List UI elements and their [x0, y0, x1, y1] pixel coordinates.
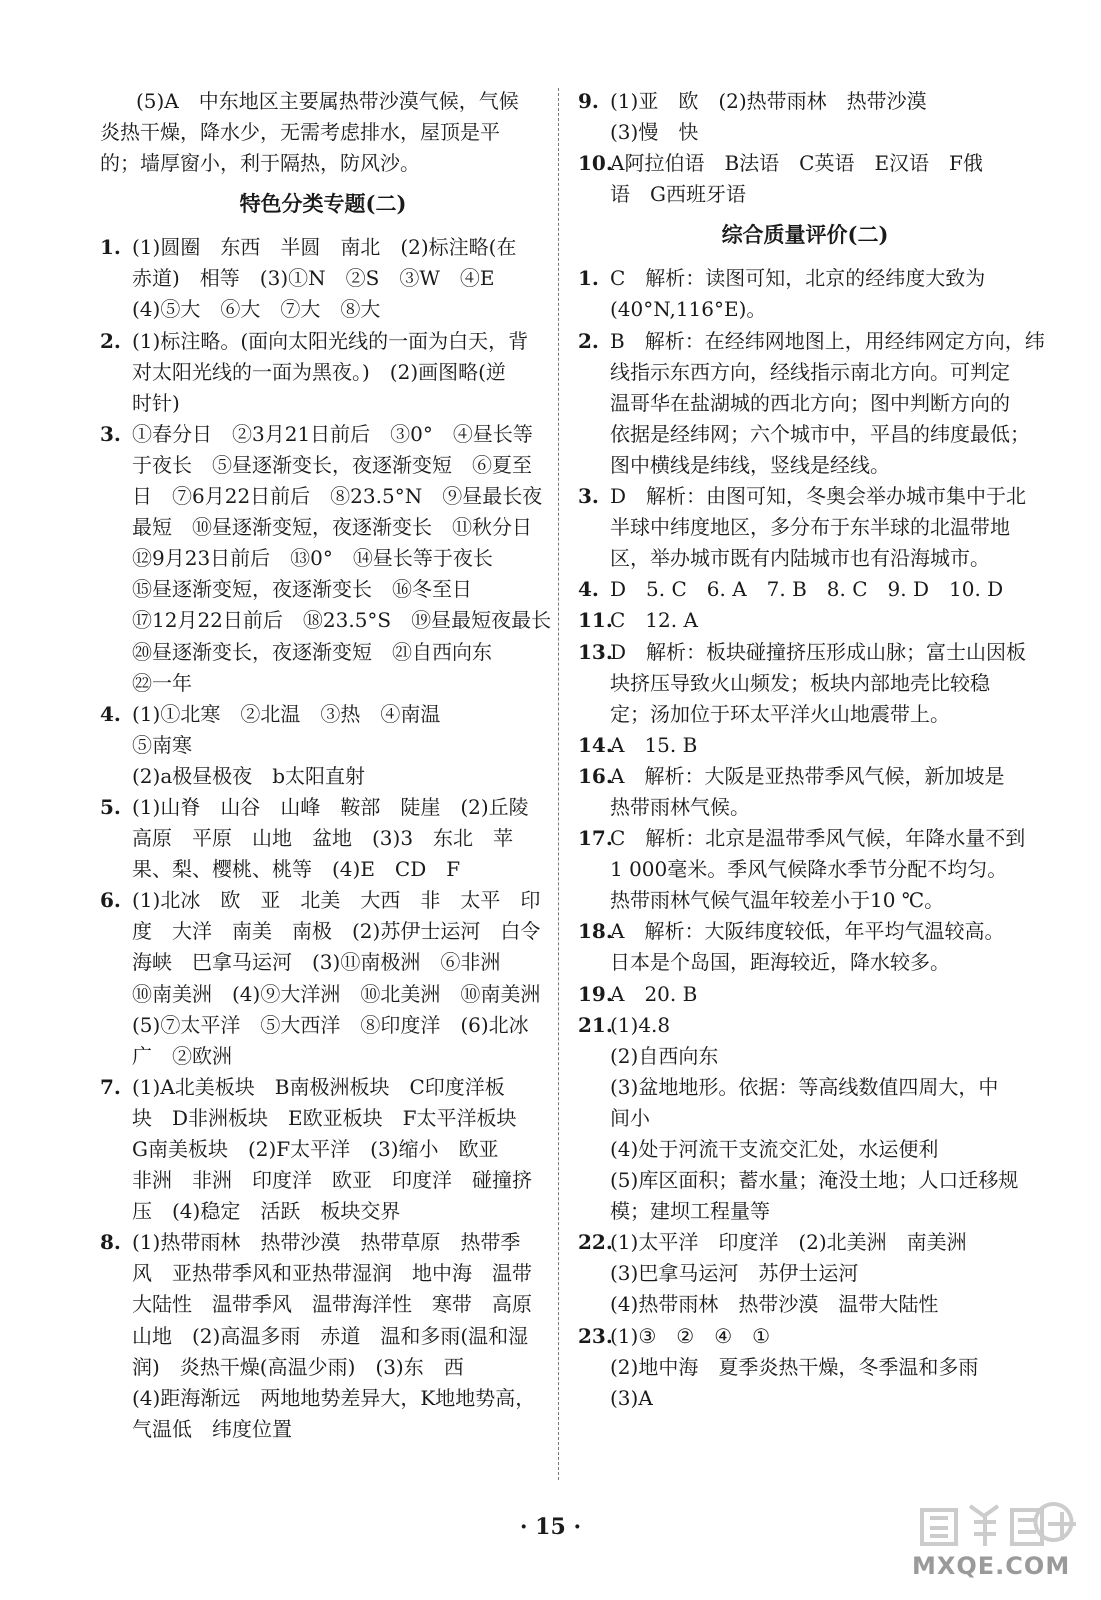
question-number: 17. [578, 826, 613, 851]
answer-line: 温哥华在盐湖城的西北方向；图中判断方向的 [610, 390, 1010, 415]
answer-item [578, 481, 1032, 574]
answer-line: (1)③ ② ④ ① [610, 1323, 771, 1348]
answer-item [578, 823, 1032, 916]
answer-line: 对太阳光线的一面为黑夜。) (2)画图略(逆 [132, 359, 506, 384]
answer-line: ⑰12月22日前后 ⑱23.5°S ⑲昼最短夜最长 [132, 608, 552, 633]
answer-line: A 解析：大阪纬度较低，年平均气温较高。 [610, 919, 1005, 944]
answer-line: 的；墙厚窗小，利于隔热，防风沙。 [100, 151, 420, 176]
answer-line: (1)太平洋 印度洋 (2)北美洲 南美洲 [610, 1230, 967, 1255]
answer-item [578, 979, 1032, 1010]
answer-line: C 解析：北京是温带季风气候，年降水量不到 [610, 826, 1026, 851]
question-number: 14. [578, 732, 613, 757]
answer-line: 块 D非洲板块 E欧亚板块 F太平洋板块 [132, 1105, 517, 1130]
answer-line: 海峡 巴拿马运河 (3)⑪南极洲 ⑥非洲 [132, 950, 501, 975]
question-number: 19. [578, 981, 613, 1006]
answer-line: ⑳昼逐渐变长，夜逐渐变短 ㉑自西向东 [132, 639, 492, 664]
answer-line: 模；建坝工程量等 [610, 1199, 770, 1224]
answer-line: (1)圆圈 东西 半圆 南北 (2)标注略(在 [132, 235, 517, 260]
answer-item [578, 263, 1032, 325]
question-number: 4. [578, 577, 599, 602]
answer-line: (4)⑤大 ⑥大 ⑦大 ⑧大 [132, 297, 381, 322]
answer-item [578, 148, 1032, 210]
answer-item [578, 574, 1032, 605]
answer-line: 语 G西班牙语 [610, 182, 746, 207]
answer-item [100, 1072, 546, 1227]
answer-line: 于夜长 ⑤昼逐渐变长，夜逐渐变短 ⑥夏至 [132, 452, 532, 477]
answer-line: 间小 [610, 1105, 650, 1130]
answer-item-continued [100, 86, 546, 179]
question-number: 8. [100, 1230, 121, 1255]
question-number: 2. [100, 328, 121, 353]
answer-line: D 解析：板块碰撞挤压形成山脉；富士山因板 [610, 639, 1027, 664]
answer-item [100, 1227, 546, 1445]
answer-line: G南美板块 (2)F太平洋 (3)缩小 欧亚 [132, 1137, 499, 1161]
answer-line: (1)亚 欧 (2)热带雨林 热带沙漠 [610, 89, 927, 113]
question-number: 7. [100, 1074, 121, 1099]
answer-item [578, 1321, 1032, 1414]
answer-line: (1)A北美板块 B南极洲板块 C印度洋板 [132, 1074, 505, 1099]
answer-line: 热带雨林气候。 [610, 794, 750, 819]
question-number: 22. [578, 1230, 613, 1255]
question-number: 11. [578, 608, 613, 633]
answer-line: (40°N,116°E)。 [610, 297, 767, 322]
answer-line: (2)a极昼极夜 b太阳直射 [132, 763, 366, 788]
answer-line: (3)盆地地形。依据：等高线数值四周大，中 [610, 1074, 999, 1099]
question-number: 5. [100, 794, 121, 819]
answer-line: C 12. A [610, 608, 698, 633]
answer-line: (5)库区面积；蓄水量；淹没土地；人口迁移规 [610, 1168, 1019, 1193]
answer-line: D 解析：由图可知，冬奥会举办城市集中于北 [610, 484, 1027, 509]
answer-line: 非洲 非洲 印度洋 欧亚 印度洋 碰撞挤 [132, 1168, 532, 1193]
question-number: 3. [100, 421, 121, 446]
answer-line: D 5. C 6. A 7. B 8. C 9. D 10. D [610, 577, 1004, 602]
section-heading: 综合质量评价(二) [721, 222, 889, 248]
answer-line: (5)A 中东地区主要属热带沙漠气候，气候 [136, 89, 519, 113]
answer-line: (4)距海渐远 两地地势差异大，K地地势高， [132, 1385, 536, 1410]
answer-line: ①春分日 ②3月21日前后 ③0° ④昼长等 [132, 421, 533, 446]
column-divider [558, 88, 559, 1480]
answer-line: 块挤压导致火山频发；板块内部地壳比较稳 [610, 670, 990, 695]
answer-item [578, 1010, 1032, 1228]
question-number: 18. [578, 919, 613, 944]
answer-line: 赤道) 相等 (3)①N ②S ③W ④E [132, 266, 495, 291]
answer-line: (1)北冰 欧 亚 北美 大西 非 太平 印 [132, 888, 541, 913]
watermark-text: MXQE.COM [912, 1552, 1071, 1580]
answer-line: 1 000毫米。季风气候降水季节分配不均匀。 [610, 857, 1008, 882]
answer-line: 山地 (2)高温多雨 赤道 温和多雨(温和湿 [132, 1323, 529, 1348]
answer-line: (1)4.8 [610, 1012, 671, 1037]
question-number: 21. [578, 1012, 613, 1037]
answer-item [100, 419, 552, 699]
answer-line: (4)热带雨林 热带沙漠 温带大陆性 [610, 1292, 939, 1317]
answer-line: A阿拉伯语 B法语 C英语 E汉语 F俄 [610, 151, 983, 176]
answer-line: 时针) [132, 390, 180, 415]
answer-line: 最短 ⑩昼逐渐变短，夜逐渐变长 ⑪秋分日 [132, 515, 532, 540]
answer-line: A 解析：大阪是亚热带季风气候，新加坡是 [610, 763, 1005, 788]
answer-line: (3)A [610, 1385, 653, 1410]
answer-line: 依据是经纬网；六个城市中，平昌的纬度最低； [610, 421, 1030, 446]
section-heading: 特色分类专题(二) [239, 191, 407, 217]
answer-item [578, 730, 1032, 761]
answer-line: C 解析：读图可知，北京的经纬度大致为 [610, 266, 986, 291]
answer-line: (1)①北寒 ②北温 ③热 ④南温 [132, 701, 441, 726]
answer-line: (5)⑦太平洋 ⑤大西洋 ⑧印度洋 (6)北冰 [132, 1012, 529, 1037]
answer-line: 区，举办城市既有内陆城市也有沿海城市。 [610, 546, 990, 571]
answer-line: (2)自西向东 [610, 1043, 719, 1068]
answer-line: 热带雨林气候气温年较差小于10 ℃。 [610, 888, 945, 913]
answer-item [100, 326, 546, 419]
question-number: 3. [578, 484, 599, 509]
answer-line: 风 亚热带季风和亚热带湿润 地中海 温带 [132, 1261, 532, 1286]
answer-line: 大陆性 温带季风 温带海洋性 寒带 高原 [132, 1292, 532, 1317]
answer-line: (1)热带雨林 热带沙漠 热带草原 热带季 [132, 1230, 521, 1255]
question-number: 16. [578, 763, 613, 788]
answer-line: 高原 平原 山地 盆地 (3)3 东北 苹 [132, 826, 514, 851]
answer-line: ⑤南寒 [132, 732, 192, 757]
answer-line: 广 ②欧洲 [132, 1043, 232, 1068]
answer-line: 日本是个岛国，距海较近，降水较多。 [610, 950, 950, 975]
answer-line: ㉒一年 [132, 670, 192, 695]
question-number: 9. [578, 89, 599, 113]
left-column [100, 86, 552, 1445]
answer-line: (4)处于河流干支流交汇处，水运便利 [610, 1137, 939, 1161]
answer-line: 日 ⑦6月22日前后 ⑧23.5°N ⑨昼最长夜 [132, 484, 543, 509]
answer-item [578, 326, 1045, 481]
question-number: 23. [578, 1323, 613, 1348]
answer-line: (3)巴拿马运河 苏伊士运河 [610, 1261, 859, 1286]
answer-item [100, 232, 546, 325]
answer-item [578, 916, 1032, 978]
answer-item [578, 86, 1032, 148]
answer-line: (1)标注略。(面向太阳光线的一面为白天，背 [132, 328, 529, 353]
answer-line: ⑫9月23日前后 ⑬0° ⑭昼长等于夜长 [132, 546, 493, 571]
question-number: 1. [100, 235, 121, 260]
answer-line: 润) 炎热干燥(高温少雨) (3)东 西 [132, 1354, 464, 1379]
question-number: 10. [578, 151, 613, 176]
question-number: 2. [578, 328, 599, 353]
answer-line: 炎热干燥，降水少，无需考虑排水，屋顶是平 [100, 120, 500, 145]
answer-item [578, 605, 1032, 636]
question-number: 1. [578, 266, 599, 291]
answer-line: ⑩南美洲 (4)⑨大洋洲 ⑩北美洲 ⑩南美洲 [132, 981, 541, 1006]
answer-line: A 20. B [610, 981, 698, 1006]
answer-line: B 解析：在经纬网地图上，用经纬网定方向，纬 [610, 328, 1045, 353]
answer-item [100, 699, 546, 792]
answer-line: 压 (4)稳定 活跃 板块交界 [132, 1199, 401, 1224]
answer-line: 果、梨、樱桃、桃等 (4)E CD F [132, 857, 461, 882]
answer-item [578, 761, 1032, 823]
answer-item [578, 637, 1032, 730]
answer-line: 半球中纬度地区，多分布于东半球的北温带地 [610, 515, 1010, 540]
answer-line: ⑮昼逐渐变短，夜逐渐变长 ⑯冬至日 [132, 577, 472, 602]
page-number: · 15 · [519, 1514, 582, 1540]
right-column [578, 86, 1045, 1414]
answer-line: 气温低 纬度位置 [132, 1416, 292, 1441]
answer-line: 图中横线是纬线，竖线是经线。 [610, 452, 890, 477]
answer-line: A 15. B [610, 732, 698, 757]
answer-line: (1)山脊 山谷 山峰 鞍部 陡崖 (2)丘陵 [132, 794, 529, 819]
answer-item [100, 792, 546, 885]
answer-item [100, 885, 546, 1072]
answer-item [578, 1227, 1032, 1320]
answer-line: (2)地中海 夏季炎热干燥，冬季温和多雨 [610, 1354, 979, 1379]
question-number: 4. [100, 701, 121, 726]
answer-line: 度 大洋 南美 南极 (2)苏伊士运河 白令 [132, 919, 541, 944]
question-number: 6. [100, 888, 121, 913]
question-number: 13. [578, 639, 613, 664]
answer-line: 定；汤加位于环太平洋火山地震带上。 [610, 701, 950, 726]
answer-line: 线指示东西方向，经线指示南北方向。可判定 [610, 359, 1010, 384]
answer-line: (3)慢 快 [610, 120, 699, 145]
